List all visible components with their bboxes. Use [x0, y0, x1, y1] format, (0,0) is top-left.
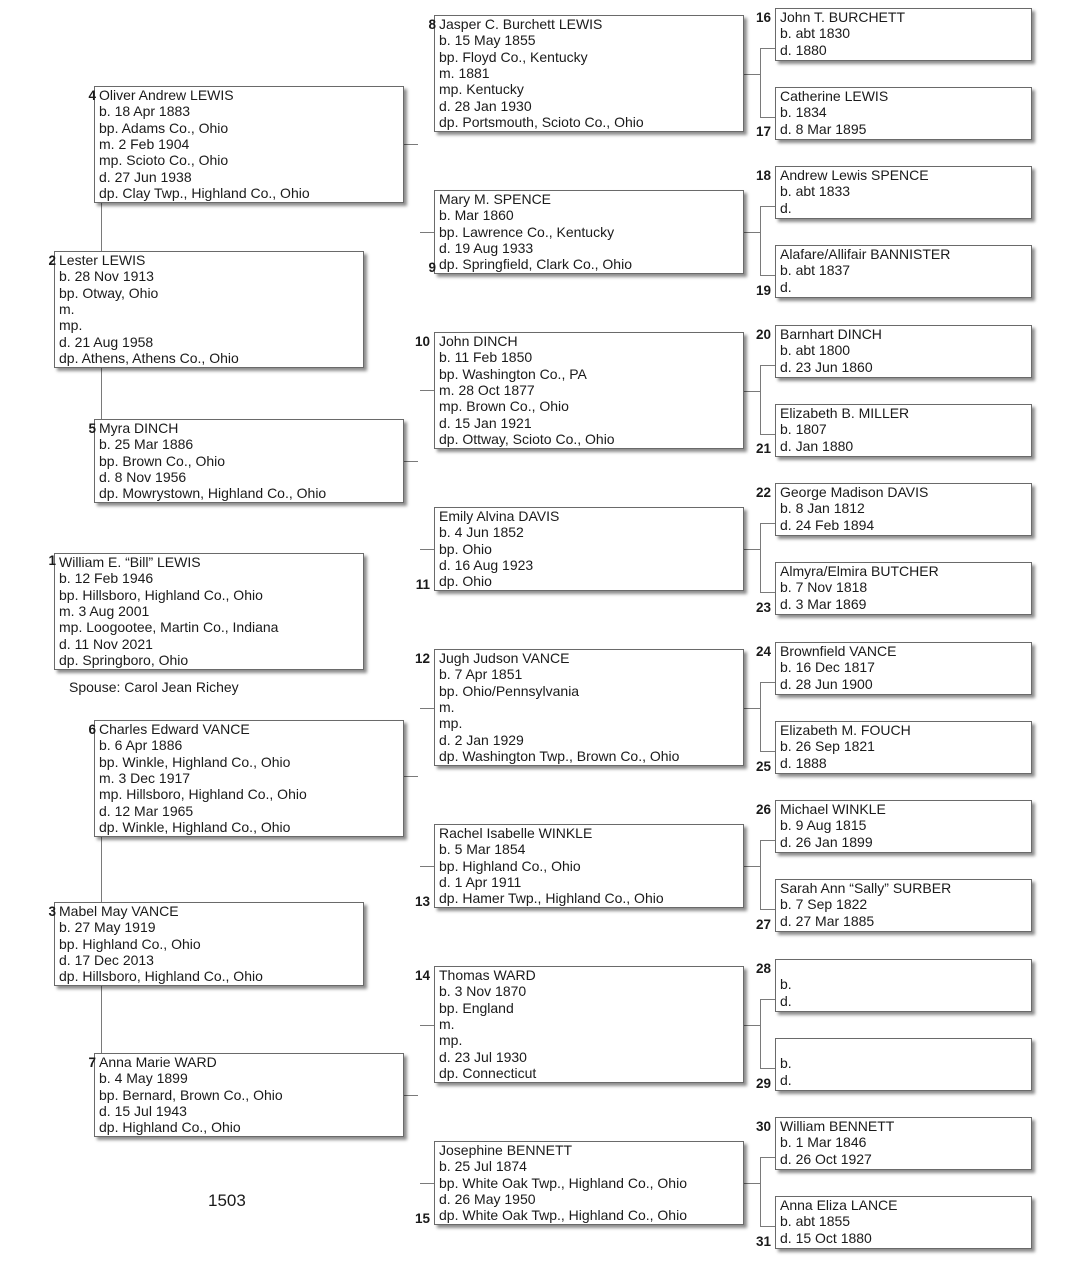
person-detail: b. Mar 1860	[439, 207, 514, 224]
person-detail: b. abt 1837	[780, 262, 851, 279]
connector-17-tick	[760, 117, 775, 118]
person-detail: b. 6 Apr 1886	[99, 737, 183, 754]
connector-parent-to-16	[744, 74, 760, 75]
person-detail: bp. England	[439, 999, 514, 1016]
person-detail: d. 26 Oct 1927	[780, 1150, 872, 1167]
connector-3-7	[101, 986, 102, 1053]
person-detail: d. 15 Jul 1943	[99, 1102, 187, 1119]
person-number-5: 5	[88, 421, 96, 436]
person-detail: mp. Brown Co., Ohio	[439, 398, 569, 415]
person-number-21: 21	[755, 441, 771, 456]
person-detail: b. 7 Nov 1818	[780, 579, 868, 596]
person-number-15: 15	[414, 1211, 430, 1226]
person-name: Charles Edward VANCE	[99, 721, 250, 737]
person-detail: dp. Springfield, Clark Co., Ohio	[439, 256, 632, 273]
person-detail: d. 1880	[780, 41, 827, 58]
person-number-30: 30	[755, 1119, 771, 1134]
connector-13-stub	[420, 866, 434, 867]
connector-6-3	[101, 837, 102, 902]
person-number-25: 25	[755, 759, 771, 774]
person-detail: dp. Winkle, Highland Co., Ohio	[99, 818, 291, 835]
person-detail: b. 18 Apr 1883	[99, 103, 191, 120]
person-name: Lester LEWIS	[59, 252, 146, 268]
connector-29-tick	[760, 1068, 775, 1069]
person-number-22: 22	[755, 485, 771, 500]
person-detail: b. 1 Mar 1846	[780, 1134, 867, 1151]
person-detail: dp. Clay Twp., Highland Co., Ohio	[99, 184, 310, 201]
person-detail: b. 1807	[780, 421, 827, 438]
person-number-20: 20	[755, 327, 771, 342]
person-number-12: 12	[414, 651, 430, 666]
connector-19-tick	[760, 275, 775, 276]
person-detail: d. 27 Jun 1938	[99, 168, 192, 185]
person-detail: d. 24 Feb 1894	[780, 516, 875, 533]
connector-10-stub	[420, 390, 434, 391]
person-detail: bp. White Oak Twp., Highland Co., Ohio	[439, 1174, 687, 1191]
person-number-2: 2	[48, 253, 56, 268]
person-number-11: 11	[415, 577, 430, 592]
person-detail: d. 26 May 1950	[439, 1190, 536, 1207]
person-detail: dp. Ottway, Scioto Co., Ohio	[439, 430, 615, 447]
connector-31-tick	[760, 1226, 775, 1227]
person-detail: bp. Hillsboro, Highland Co., Ohio	[59, 586, 263, 603]
connector-27-tick	[760, 909, 775, 910]
person-detail: m. 1881	[439, 64, 490, 81]
person-detail: m. 3 Dec 1917	[99, 769, 191, 786]
person-detail: b. abt 1800	[780, 342, 851, 359]
person-box-29[interactable]	[775, 1038, 1032, 1091]
connector-parent-to-18	[744, 232, 760, 233]
connector-9-stub	[420, 232, 434, 233]
person-detail: mp. Scioto Co., Ohio	[99, 152, 229, 169]
person-detail: d. 15 Jan 1921	[439, 414, 532, 431]
person-name: John T. BURCHETT	[780, 9, 905, 25]
person-detail: b. 5 Mar 1854	[439, 841, 526, 858]
connector-parent-to-28	[744, 1025, 760, 1026]
connector-4-2	[101, 203, 102, 251]
person-detail: bp. Ohio	[439, 540, 492, 557]
person-number-7: 7	[88, 1055, 96, 1070]
person-name: Elizabeth M. FOUCH	[780, 722, 911, 738]
person-detail: mp. Kentucky	[439, 81, 524, 98]
person-detail: d.	[780, 199, 792, 216]
person-detail: dp. Washington Twp., Brown Co., Ohio	[439, 747, 680, 764]
person-detail: d. 28 Jun 1900	[780, 675, 873, 692]
connector-parent-to-22	[744, 549, 760, 550]
person-name: Andrew Lewis SPENCE	[780, 167, 929, 183]
connector-22-23	[760, 523, 761, 592]
person-detail: d. 2 Jan 1929	[439, 731, 524, 748]
person-number-14: 14	[414, 968, 430, 983]
person-detail: b. 16 Dec 1817	[780, 659, 875, 676]
spouse-label: Spouse: Carol Jean Richey	[69, 679, 239, 695]
person-number-18: 18	[755, 168, 771, 183]
person-detail: b. 7 Apr 1851	[439, 666, 523, 683]
person-detail: dp. Connecticut	[439, 1064, 537, 1081]
person-detail: b. 4 May 1899	[99, 1070, 188, 1087]
person-detail: dp. White Oak Twp., Highland Co., Ohio	[439, 1207, 687, 1224]
person-number-31: 31	[755, 1234, 771, 1249]
person-name: William E. “Bill” LEWIS	[59, 554, 201, 570]
person-detail: d. 21 Aug 1958	[59, 333, 154, 350]
person-detail: d. 8 Nov 1956	[99, 468, 187, 485]
person-number-3: 3	[48, 904, 56, 919]
person-detail: b.	[780, 976, 792, 993]
person-detail: bp. Lawrence Co., Kentucky	[439, 223, 615, 240]
person-number-13: 13	[414, 894, 430, 909]
person-detail: d. 17 Dec 2013	[59, 951, 154, 968]
connector-26-27	[760, 840, 761, 909]
connector-21-tick	[760, 434, 775, 435]
person-name: Barnhart DINCH	[780, 326, 882, 342]
person-detail: dp. Springboro, Ohio	[59, 651, 189, 668]
person-detail: dp. Ohio	[439, 573, 492, 590]
person-detail: m. 2 Feb 1904	[99, 135, 190, 152]
person-detail: b. 1834	[780, 104, 827, 121]
person-detail: m.	[439, 698, 455, 715]
person-detail: m. 3 Aug 2001	[59, 602, 150, 619]
connector-26-tick	[760, 840, 775, 841]
person-name: Anna Eliza LANCE	[780, 1197, 898, 1213]
connector-parent-to-20	[744, 391, 760, 392]
person-name: Almyra/Elmira BUTCHER	[780, 563, 939, 579]
person-name: William BENNETT	[780, 1118, 895, 1134]
person-name: Anna Marie WARD	[99, 1054, 217, 1070]
person-name: Thomas WARD	[439, 967, 536, 983]
person-detail: b. 27 May 1919	[59, 919, 156, 936]
person-detail: b. 25 Jul 1874	[439, 1158, 527, 1175]
person-detail: m. 28 Oct 1877	[439, 381, 535, 398]
person-detail: b.	[780, 1055, 792, 1072]
person-detail: d. 16 Aug 1923	[439, 556, 534, 573]
person-name: Mary M. SPENCE	[439, 191, 552, 207]
connector-23-tick	[760, 592, 775, 593]
connector-15-stub	[420, 1183, 434, 1184]
connector-30-tick	[760, 1157, 775, 1158]
page-number: 1503	[208, 1191, 246, 1210]
person-detail: bp. Otway, Ohio	[59, 284, 159, 301]
person-detail: bp. Brown Co., Ohio	[99, 452, 226, 469]
person-detail: d. 26 Jan 1899	[780, 833, 873, 850]
person-detail: d. 28 Jan 1930	[439, 97, 532, 114]
person-detail: d.	[780, 278, 792, 295]
person-name: Jugh Judson VANCE	[439, 650, 570, 666]
person-number-28: 28	[755, 961, 771, 976]
person-name: Myra DINCH	[99, 420, 179, 436]
person-name: Emily Alvina DAVIS	[439, 508, 560, 524]
person-detail: d. 23 Jun 1860	[780, 358, 873, 375]
person-number-26: 26	[755, 802, 771, 817]
person-detail: bp. Bernard, Brown Co., Ohio	[99, 1086, 283, 1103]
person-detail: bp. Highland Co., Ohio	[439, 857, 581, 874]
person-detail: mp.	[439, 715, 463, 732]
person-name: John DINCH	[439, 333, 518, 349]
person-number-4: 4	[88, 88, 96, 103]
person-number-27: 27	[755, 917, 771, 932]
person-name: Mabel May VANCE	[59, 903, 179, 919]
person-detail: d. 1888	[780, 754, 827, 771]
connector-parent-to-26	[744, 866, 760, 867]
person-detail: bp. Adams Co., Ohio	[99, 119, 229, 136]
person-detail: mp. Loogootee, Martin Co., Indiana	[59, 619, 279, 636]
person-detail: b. abt 1855	[780, 1213, 851, 1230]
person-detail: mp.	[59, 317, 83, 334]
connector-18-19	[760, 206, 761, 275]
person-number-10: 10	[414, 334, 430, 349]
person-number-9: 9	[428, 260, 436, 275]
person-detail: mp.	[439, 1032, 463, 1049]
person-detail: b. abt 1830	[780, 25, 851, 42]
person-number-6: 6	[88, 722, 96, 737]
person-name: Sarah Ann “Sally” SURBER	[780, 880, 952, 896]
person-detail: b. 9 Aug 1815	[780, 817, 867, 834]
person-number-1: 1	[48, 553, 56, 568]
connector-28-29	[760, 999, 761, 1068]
person-box-28[interactable]	[775, 959, 1032, 1012]
person-detail: d. 12 Mar 1965	[99, 802, 194, 819]
person-detail: mp. Hillsboro, Highland Co., Ohio	[99, 786, 307, 803]
connector-11-stub	[420, 549, 434, 550]
person-detail: d. 1 Apr 1911	[439, 873, 522, 890]
person-detail: dp. Hamer Twp., Highland Co., Ohio	[439, 890, 664, 907]
person-detail: b. 11 Feb 1850	[439, 349, 533, 366]
person-detail: b. 7 Sep 1822	[780, 896, 868, 913]
person-name: Catherine LEWIS	[780, 88, 889, 104]
person-detail: d. 23 Jul 1930	[439, 1048, 527, 1065]
connector-14-stub	[420, 1025, 434, 1026]
connector-20-tick	[760, 365, 775, 366]
connector-25-tick	[760, 751, 775, 752]
person-name: Brownfield VANCE	[780, 643, 897, 659]
person-name: Josephine BENNETT	[439, 1142, 573, 1158]
person-name: Oliver Andrew LEWIS	[99, 87, 234, 103]
connector-16-17	[760, 48, 761, 117]
connector-30-31	[760, 1157, 761, 1226]
person-detail: b. 26 Sep 1821	[780, 738, 875, 755]
person-detail: b. 28 Nov 1913	[59, 268, 154, 285]
person-detail: d. 15 Oct 1880	[780, 1229, 872, 1246]
person-number-16: 16	[755, 10, 771, 25]
person-number-24: 24	[755, 644, 771, 659]
connector-20-21	[760, 365, 761, 434]
person-detail: bp. Highland Co., Ohio	[59, 935, 201, 952]
connector-7-14	[404, 1095, 418, 1096]
connector-24-tick	[760, 682, 775, 683]
person-detail: bp. Washington Co., PA	[439, 365, 587, 382]
connector-4-8	[404, 144, 418, 145]
person-detail: dp. Athens, Athens Co., Ohio	[59, 349, 239, 366]
connector-24-25	[760, 682, 761, 751]
person-number-19: 19	[755, 283, 771, 298]
person-detail: d. 3 Mar 1869	[780, 595, 867, 612]
person-detail: d. 19 Aug 1933	[439, 239, 534, 256]
person-detail: b. 15 May 1855	[439, 32, 536, 49]
person-detail: m.	[439, 1015, 455, 1032]
person-detail: d.	[780, 992, 792, 1009]
person-detail: b. 3 Nov 1870	[439, 983, 527, 1000]
person-detail: dp. Mowrystown, Highland Co., Ohio	[99, 485, 327, 502]
person-detail: d. Jan 1880	[780, 437, 854, 454]
person-detail: b. 4 Jun 1852	[439, 524, 524, 541]
connector-22-tick	[760, 523, 775, 524]
connector-12-stub	[420, 708, 434, 709]
connector-18-tick	[760, 206, 775, 207]
person-number-29: 29	[755, 1076, 771, 1091]
connector-parent-to-30	[744, 1183, 760, 1184]
connector-parent-to-24	[744, 708, 760, 709]
person-detail: bp. Ohio/Pennsylvania	[439, 682, 580, 699]
person-detail: d. 27 Mar 1885	[780, 912, 875, 929]
connector-6-12	[404, 776, 418, 777]
connector-16-tick	[760, 48, 775, 49]
person-name: Alafare/Allifair BANNISTER	[780, 246, 951, 262]
person-name: Elizabeth B. MILLER	[780, 405, 910, 421]
connector-5-10	[404, 461, 418, 462]
person-detail: b. abt 1833	[780, 183, 851, 200]
person-name: George Madison DAVIS	[780, 484, 929, 500]
person-number-17: 17	[755, 124, 771, 139]
connector-28-tick	[760, 999, 775, 1000]
person-detail: bp. Winkle, Highland Co., Ohio	[99, 753, 291, 770]
person-number-8: 8	[428, 17, 436, 32]
person-name: Michael WINKLE	[780, 801, 886, 817]
person-name: Jasper C. Burchett LEWIS	[439, 16, 603, 32]
person-detail: dp. Portsmouth, Scioto Co., Ohio	[439, 113, 644, 130]
person-detail: b. 12 Feb 1946	[59, 570, 154, 587]
person-name: Rachel Isabelle WINKLE	[439, 825, 593, 841]
person-detail: d. 8 Mar 1895	[780, 120, 867, 137]
person-detail: d.	[780, 1071, 792, 1088]
person-detail: dp. Hillsboro, Highland Co., Ohio	[59, 968, 263, 985]
person-detail: bp. Floyd Co., Kentucky	[439, 48, 588, 65]
person-detail: b. 25 Mar 1886	[99, 436, 194, 453]
person-number-23: 23	[755, 600, 771, 615]
person-detail: m.	[59, 300, 75, 317]
person-detail: dp. Highland Co., Ohio	[99, 1119, 241, 1136]
person-detail: d. 11 Nov 2021	[59, 635, 153, 652]
connector-2-5	[101, 368, 102, 419]
person-detail: b. 8 Jan 1812	[780, 500, 865, 517]
